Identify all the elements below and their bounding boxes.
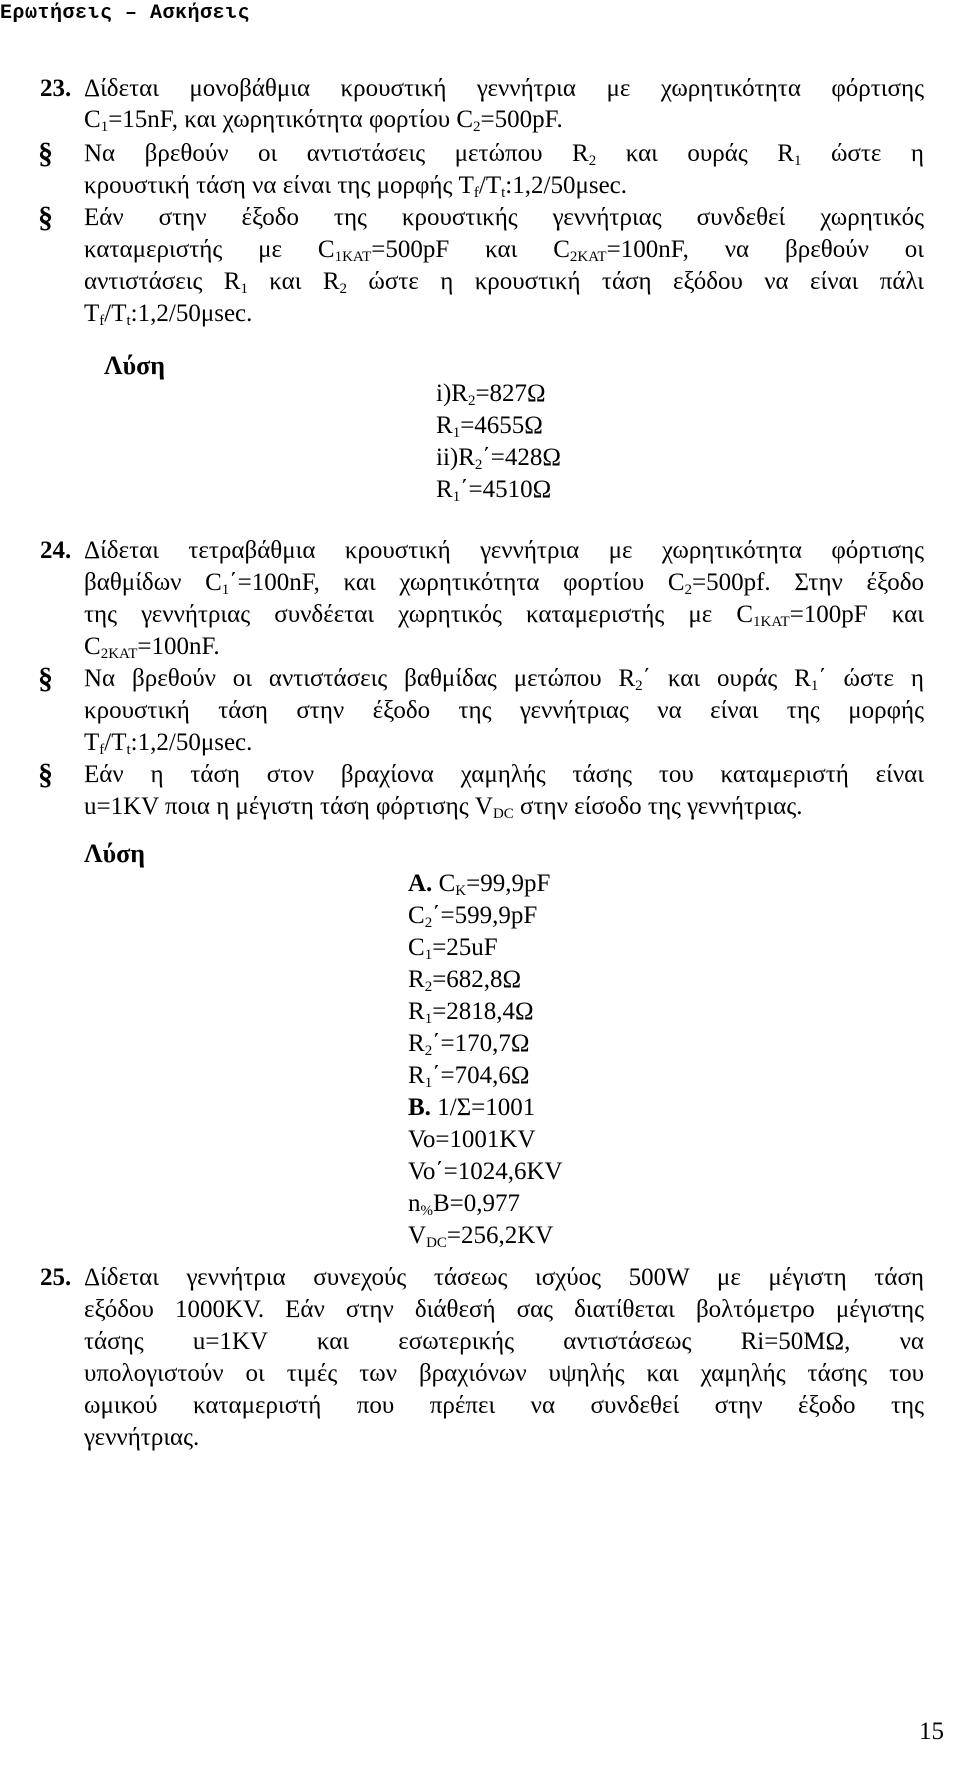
- bullet-icon: §: [38, 662, 53, 695]
- q24-line-3: της γεννήτριας συνδέεται χωρητικός καταμεριστής με $C_{1KAT}=100pF$ και: [84, 601, 924, 630]
- q24-answer: Vo΄=1024,6KV: [408, 1158, 563, 1185]
- q23-bullet-2-line-4: $T_f/T_t:1,2/50\mu\sec$.: [84, 300, 253, 329]
- q25-line-6: γεννήτριας.: [84, 1424, 200, 1451]
- q24-line-4: $C_{2KAT}=100nF$.: [84, 633, 220, 662]
- q25-number: 25.: [40, 1264, 72, 1291]
- q23-bullet-2-line-1: Εάν στην έξοδο της κρουστικής γεννήτριας συνδεθεί χωρητικός: [84, 204, 924, 231]
- q24-answer: $C_2΄=599,9pF$: [408, 902, 538, 931]
- q23-line-1: Δίδεται μονοβάθμια κρουστική γεννήτρια με χωρητικότητα φόρτισης: [84, 75, 924, 102]
- q24-answer: $V_{DC}=256,2KV$: [408, 1222, 554, 1251]
- q23-bullet-2-line-3: αντιστάσεις $R_1$ και $R_2$ ώστε η κρουστική τάση εξόδου να είναι πάλι: [84, 268, 924, 297]
- q25-line-4: υπολογιστούν οι τιμές των βραχιόνων υψηλής και χαμηλής τάσης του: [84, 1360, 924, 1387]
- q23-answer: $i)R_2=827\Omega$: [436, 380, 546, 409]
- q25-line-1: Δίδεται γεννήτρια συνεχούς τάσεως ισχύος 500W με μέγιστη τάση: [84, 1264, 924, 1291]
- q24-line-2: βαθμίδων $C_1΄=100nF$, και χωρητικότητα φορτίου $C_2=500pf$. Στην έξοδο: [84, 569, 924, 598]
- running-header: Ερωτήσεις – Ασκήσεις: [0, 2, 251, 25]
- q23-number: 23.: [40, 75, 72, 102]
- q24-answer: Vo=1001KV: [408, 1126, 536, 1153]
- q24-solution-heading: Λύση: [84, 839, 146, 868]
- q23-answer: $R_1΄=4510\Omega$: [436, 476, 552, 505]
- q24-line-1: Δίδεται τετραβάθμια κρουστική γεννήτρια με χωρητικότητα φόρτισης: [84, 537, 924, 564]
- q24-answer: $R_1΄=704,6\Omega$: [408, 1062, 530, 1091]
- q25-line-5: ωμικού καταμεριστή που πρέπει να συνδεθεί στην έξοδο της: [84, 1392, 924, 1419]
- q24-answer: A. $C_K=99,9pF$: [408, 870, 551, 899]
- q24-answer: B. 1/Σ=1001: [408, 1094, 536, 1121]
- q25-line-3: τάσης u=1KV και εσωτερικής αντιστάσεως Ri=50MΩ, να: [84, 1328, 924, 1355]
- q24-bullet-2-line-1: Εάν η τάση στον βραχίονα χαμηλής τάσης του καταμεριστή είναι: [84, 761, 924, 788]
- q23-solution-heading: Λύση: [104, 351, 166, 380]
- q23-answer: $ii)R_2΄=428\Omega$: [436, 444, 561, 473]
- q24-answer: $n_{\%}B=0,977$: [408, 1190, 521, 1219]
- q23-bullet-2-line-2: καταμεριστής με $C_{1KAT}=500pF$ και $C_{2KAT}=100nF$, να βρεθούν οι: [84, 236, 924, 265]
- q23-bullet-1-line-2: κρουστική τάση να είναι της μορφής $T_f/T_t:1,2/50\mu\sec$.: [84, 172, 628, 201]
- q24-number: 24.: [40, 537, 72, 564]
- q24-answer: $R_2=682,8\Omega$: [408, 966, 522, 995]
- q24-bullet-1-line-3: $T_f/T_t:1,2/50\mu\sec$.: [84, 729, 253, 758]
- bullet-icon: §: [38, 758, 53, 791]
- q23-bullet-1-line-1: Να βρεθούν οι αντιστάσεις μετώπου $R_2$ και ουράς $R_1$ ώστε η: [84, 140, 924, 169]
- q24-answer: $R_1=2818,4\Omega$: [408, 998, 534, 1027]
- q23-line-2: $C_1=15nF$, και χωρητικότητα φορτίου $C_2=500pF$.: [84, 106, 563, 135]
- q24-answer: $C_1=25uF$: [408, 934, 498, 963]
- q24-bullet-2-line-2: u=1KV ποια η μέγιστη τάση φόρτισης $V_{DC}$ στην είσοδο της γεννήτριας.: [84, 793, 803, 822]
- q24-bullet-1-line-1: Να βρεθούν οι αντιστάσεις βαθμίδας μετώπου $R_2΄$ και ουράς $R_1΄$ ώστε η: [84, 665, 924, 694]
- page-number: 15: [919, 1718, 944, 1745]
- q24-answer: $R_2΄=170,7\Omega$: [408, 1030, 530, 1059]
- q23-answer: $R_1=4655\Omega$: [436, 412, 543, 441]
- bullet-icon: §: [38, 201, 53, 234]
- q24-bullet-1-line-2: κρουστική τάση στην έξοδο της γεννήτριας να είναι της μορφής: [84, 697, 924, 724]
- bullet-icon: §: [38, 137, 53, 170]
- q25-line-2: εξόδου 1000KV. Εάν στην διάθεσή σας διατίθεται βολτόμετρο μέγιστης: [84, 1296, 924, 1323]
